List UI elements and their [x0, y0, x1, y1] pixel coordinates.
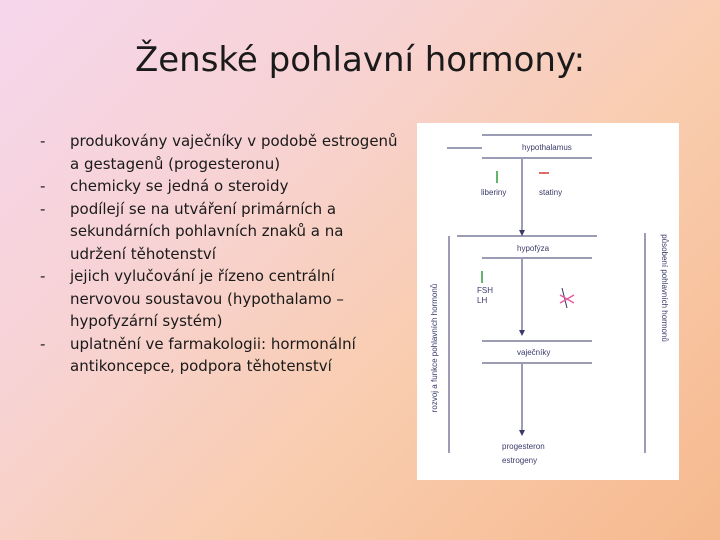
bullet-dash: - — [40, 177, 46, 195]
bullet-text: uplatnění ve farmakologii: hormonální antikoncepce, podpora těhotenství — [70, 334, 356, 375]
bullet-item — [40, 130, 400, 175]
hypofyza-label: hypofýza — [517, 244, 550, 253]
left-vertical-label: rozvoj a funkce pohlavních hormonů — [430, 283, 439, 413]
bullet-text: produkovány vaječníky v podobě estrogenů a gestagenů (progesteronu) — [70, 132, 398, 173]
bullet-text: podílejí se na utváření primárních a sekundárních pohlavních znaků a na udržení těhotenství — [70, 199, 344, 263]
slide-title: Ženské pohlavní hormony: — [134, 40, 586, 80]
fsh-label: FSH — [477, 286, 493, 295]
progesteron-label: progesteron — [502, 442, 545, 451]
hypothalamus-label: hypothalamus — [522, 143, 572, 152]
bullet-text: jejich vylučování je řízeno centrální nervovou soustavou (hypothalamo – hypofyzární systém) — [70, 267, 344, 330]
hormone-regulation-diagram — [417, 123, 679, 480]
bullet-item — [40, 198, 400, 266]
bullet-dash: - — [40, 267, 46, 285]
bullet-text: chemicky se jedná o steroidy — [70, 177, 289, 195]
statiny-label: statiny — [539, 188, 563, 197]
bullet-dash: - — [40, 334, 46, 353]
bullet-dash: - — [40, 132, 46, 150]
diagram-svg — [417, 123, 679, 480]
vajecniky-label: vaječníky — [517, 348, 551, 357]
bullet-item — [40, 175, 400, 198]
liberiny-label: liberiny — [481, 188, 507, 197]
bullet-item — [40, 265, 400, 333]
bullet-list — [40, 130, 400, 378]
right-vertical-label: působení pohlavních hormonů — [660, 234, 669, 342]
bullet-dash: - — [40, 199, 46, 218]
lh-label: LH — [477, 296, 488, 305]
bullet-item — [40, 333, 400, 378]
estrogeny-label: estrogeny — [502, 456, 538, 465]
